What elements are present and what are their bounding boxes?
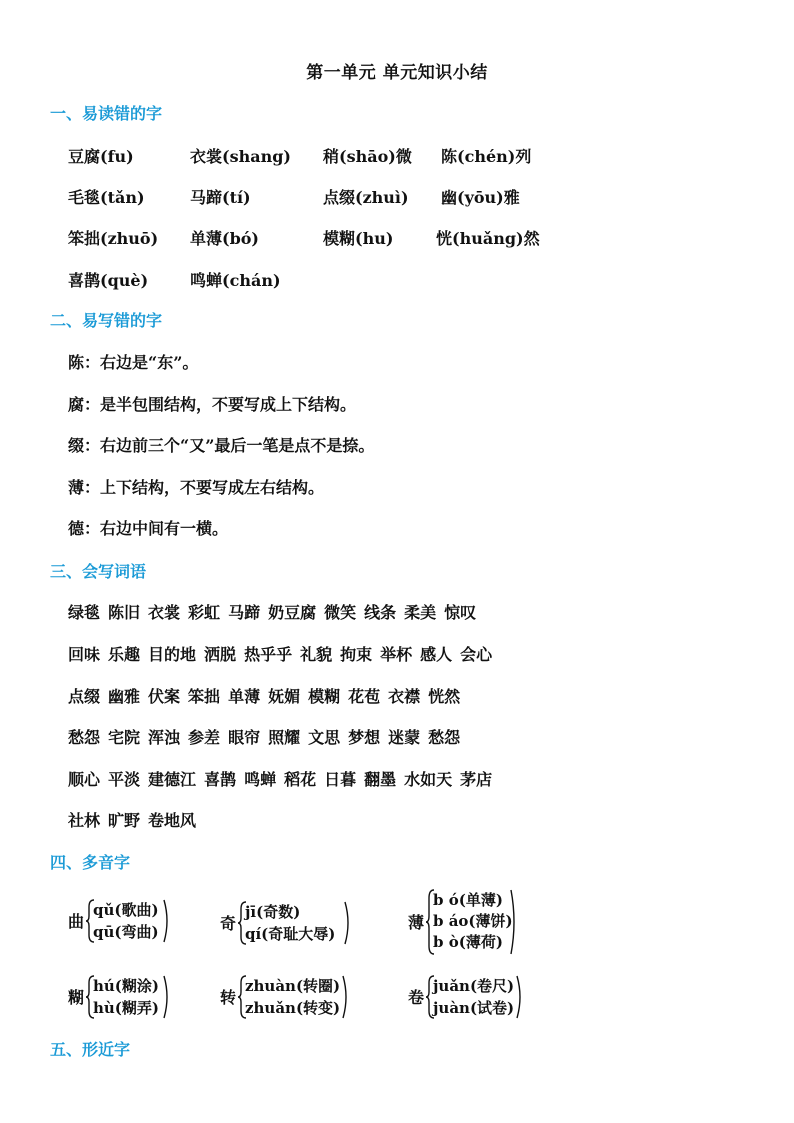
writing-note: 缀：右边前三个“又”最后一笔是点不是捺。 [68,436,375,455]
vocab-word: 惊叹 [444,603,477,622]
vocab-row [68,725,468,748]
polyphone-reading: zhuàn(转圈) [245,977,341,995]
polyphone-char: 转 [220,988,237,1007]
right-paren-icon [163,899,171,943]
vocab-word: 感人 [420,645,453,664]
reading-item: 稍(shāo)微 [323,147,412,166]
vocab-word: 花苞 [348,687,381,706]
vocab-word: 礼貌 [300,645,333,664]
vocab-word: 马蹄 [228,603,261,622]
vocab-word: 鸣蝉 [244,770,277,789]
vocab-word: 绿毯 [68,603,101,622]
polyphone-reading: b ò(薄荷) [433,933,503,951]
vocab-word: 柔美 [404,603,437,622]
vocab-word: 愁怨 [68,728,101,747]
vocab-word: 翻墨 [364,770,397,789]
section-heading-1: 一、易读错的字 [50,104,163,123]
section-heading-4: 四、多音字 [50,853,131,872]
vocab-word: 恍然 [428,687,461,706]
vocab-row [68,767,500,790]
vocab-word: 宅院 [108,728,141,747]
polyphone-reading: qū(弯曲) [93,923,159,941]
vocab-word: 笨拙 [188,687,221,706]
vocab-word: 卷地风 [148,811,197,830]
vocab-word: 顺心 [68,770,101,789]
polyphone-char: 糊 [68,988,85,1007]
vocab-word: 喜鹊 [204,770,237,789]
right-paren-icon [344,901,352,945]
polyphone-reading: qí(奇耻大辱) [245,925,336,943]
right-paren-icon [342,975,350,1019]
polyphone-reading: juǎn(卷尺) [433,977,515,995]
polyphone-reading: qǔ(歌曲) [93,901,159,919]
vocab-word: 茅店 [460,770,493,789]
section-heading-2: 二、易写错的字 [50,311,163,330]
vocab-word: 文思 [308,728,341,747]
polyphone-char: 卷 [408,988,425,1007]
reading-item: 恍(huǎng)然 [436,229,540,248]
writing-note: 腐：是半包围结构，不要写成上下结构。 [68,395,357,414]
reading-item: 鸣蝉(chán) [190,271,281,290]
vocab-row [68,600,484,623]
vocab-word: 水如天 [404,770,453,789]
polyphone-group [68,897,188,947]
polyphone-group [408,887,528,959]
writing-note: 薄：上下结构，不要写成左右结构。 [68,478,325,497]
polyphone-reading: juàn(试卷) [433,999,515,1017]
polyphone-group [408,973,538,1023]
vocab-word: 眼帘 [228,728,261,747]
reading-item: 模糊(hu) [323,229,394,248]
vocab-word: 陈旧 [108,603,141,622]
vocab-word: 平淡 [108,770,141,789]
polyphone-reading: jī(奇数) [245,903,301,921]
vocab-row [68,808,204,831]
vocab-word: 迷蒙 [388,728,421,747]
vocab-row [68,684,468,707]
reading-item: 喜鹊(què) [68,271,149,290]
vocab-word: 参差 [188,728,221,747]
vocab-word: 衣裳 [148,603,181,622]
polyphone-reading: zhuǎn(转变) [245,999,341,1017]
vocab-word: 乐趣 [108,645,141,664]
reading-item: 幽(yōu)雅 [441,188,520,207]
vocab-word: 衣襟 [388,687,421,706]
reading-item: 衣裳(shang) [190,147,291,166]
vocab-word: 妩媚 [268,687,301,706]
section-heading-3: 三、会写词语 [50,562,147,581]
vocab-word: 愁怨 [428,728,461,747]
reading-item: 笨拙(zhuō) [68,229,159,248]
page-title: 第一单元 单元知识小结 [306,63,488,83]
vocab-word: 单薄 [228,687,261,706]
reading-item: 点缀(zhuì) [323,188,409,207]
polyphone-reading: b ó(单薄) [433,891,503,909]
polyphone-reading: hú(糊涂) [93,977,160,995]
reading-item: 豆腐(fu) [68,147,134,166]
writing-note: 德：右边中间有一横。 [68,519,229,538]
polyphone-char: 奇 [220,914,237,933]
reading-item: 马蹄(tí) [190,188,251,207]
polyphone-group [220,973,370,1023]
vocab-word: 洒脱 [204,645,237,664]
section-heading-5: 五、形近字 [50,1040,131,1059]
vocab-word: 拘束 [340,645,373,664]
reading-item: 单薄(bó) [190,229,260,248]
vocab-word: 彩虹 [188,603,221,622]
vocab-word: 会心 [460,645,493,664]
vocab-word: 奶豆腐 [268,603,317,622]
vocab-word: 建德江 [148,770,197,789]
writing-note: 陈：右边是“东”。 [68,353,199,372]
vocab-word: 旷野 [108,811,141,830]
reading-item: 毛毯(tǎn) [68,188,145,207]
vocab-word: 热乎乎 [244,645,293,664]
vocab-word: 伏案 [148,687,181,706]
vocab-word: 浑浊 [148,728,181,747]
vocab-row [68,642,500,665]
polyphone-group [220,899,370,949]
polyphone-reading: b áo(薄饼) [433,912,513,930]
vocab-word: 目的地 [148,645,197,664]
vocab-word: 幽雅 [108,687,141,706]
vocab-word: 稻花 [284,770,317,789]
vocab-word: 照耀 [268,728,301,747]
vocab-word: 回味 [68,645,101,664]
polyphone-char: 曲 [68,912,85,931]
vocab-word: 社林 [68,811,101,830]
right-paren-icon [516,975,524,1019]
right-paren-icon [163,975,171,1019]
vocab-word: 举杯 [380,645,413,664]
right-paren-icon [510,889,518,955]
reading-item: 陈(chén)列 [441,147,532,166]
vocab-word: 模糊 [308,687,341,706]
vocab-word: 线条 [364,603,397,622]
vocab-word: 梦想 [348,728,381,747]
vocab-word: 日暮 [324,770,357,789]
vocab-word: 点缀 [68,687,101,706]
vocab-word: 微笑 [324,603,357,622]
polyphone-reading: hù(糊弄) [93,999,160,1017]
polyphone-group [68,973,188,1023]
polyphone-char: 薄 [408,913,425,932]
